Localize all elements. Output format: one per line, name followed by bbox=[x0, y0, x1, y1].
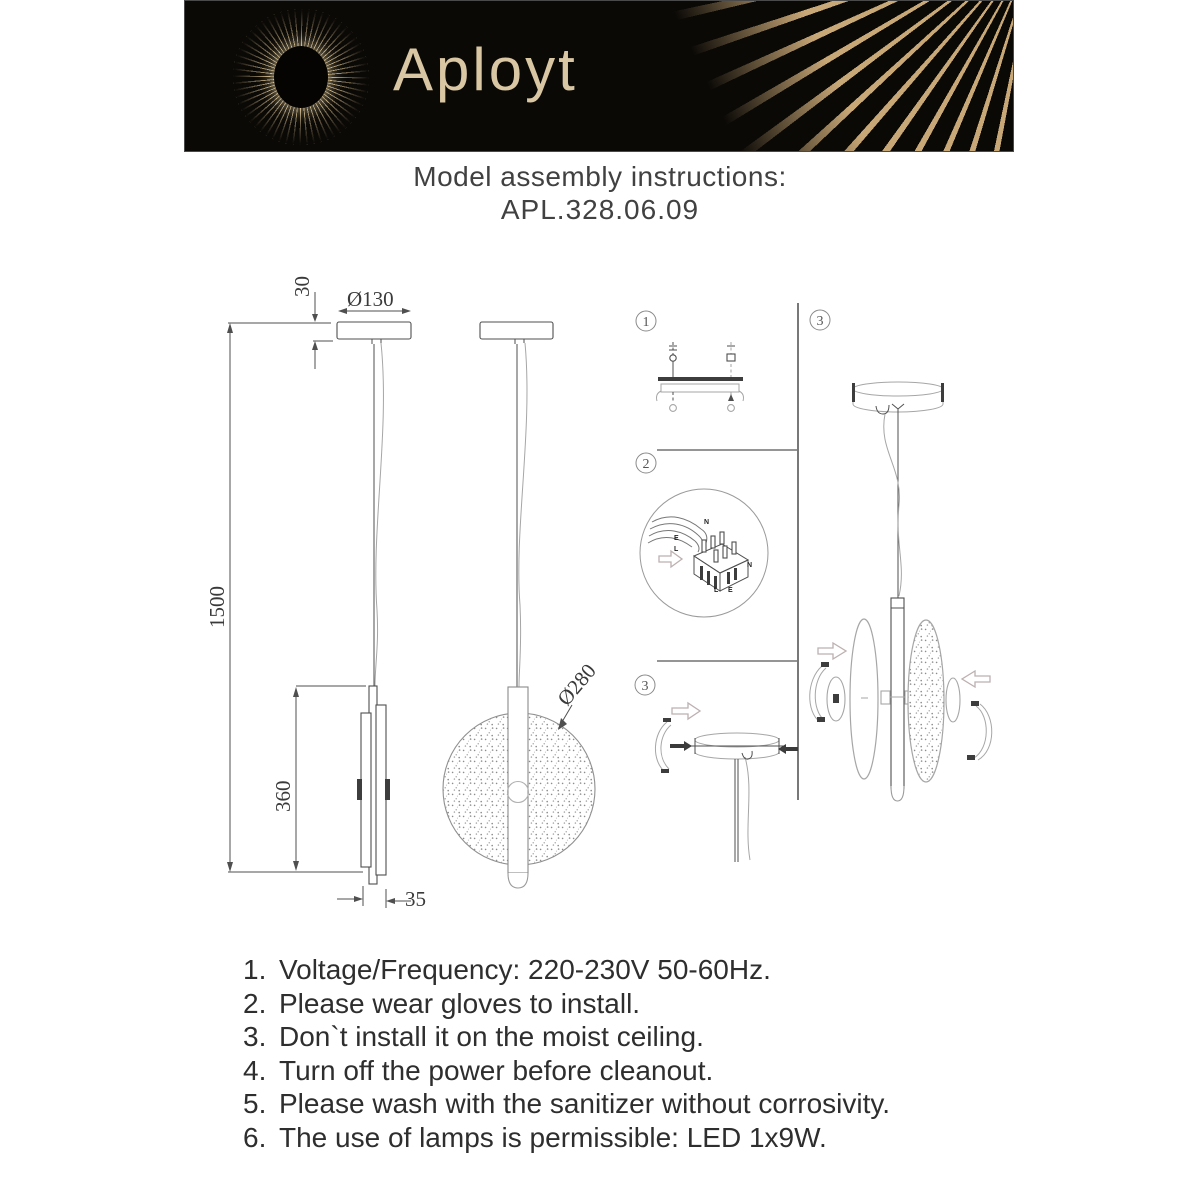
dimension-canopy-diameter: Ø130 bbox=[347, 287, 394, 311]
step-2-panel bbox=[636, 453, 768, 617]
brand-banner bbox=[184, 0, 1014, 152]
item-text: Please wash with the sanitizer without corrosivity. bbox=[279, 1088, 891, 1119]
list-item bbox=[0, 1054, 1200, 1088]
list-item bbox=[0, 1020, 1200, 1054]
dimension-overall-height: 1500 bbox=[205, 586, 229, 628]
dimension-fixture-thickness: 35 bbox=[405, 887, 426, 911]
wiring-magnifier-circle bbox=[640, 489, 768, 617]
item-text: Turn off the power before cleanout. bbox=[279, 1054, 714, 1086]
dimension-shade-diameter: Ø280 bbox=[552, 659, 601, 711]
label-n-right: N bbox=[747, 562, 753, 569]
label-e-left: E bbox=[674, 535, 679, 542]
item-text: Please wear gloves to install. bbox=[279, 987, 641, 1019]
list-item bbox=[0, 1087, 1200, 1121]
list-item bbox=[0, 1121, 1200, 1155]
item-text: Voltage/Frequency: 220-230V 50-60Hz. bbox=[279, 954, 771, 985]
brand-name: Aployt bbox=[393, 36, 578, 103]
item-number: 6. bbox=[243, 1121, 267, 1153]
item-number: 1. bbox=[243, 954, 267, 985]
dimension-fixture-height: 360 bbox=[271, 780, 295, 812]
side-view-drawing bbox=[205, 276, 426, 911]
label-l-bottom: L bbox=[714, 587, 719, 594]
decorative-rays-icon bbox=[673, 1, 1013, 151]
item-number: 5. bbox=[243, 1088, 267, 1119]
label-n-top: N bbox=[704, 519, 710, 526]
list-item bbox=[0, 953, 1200, 987]
model-number: APL.328.06.09 bbox=[500, 194, 700, 225]
assemble-right-arrow-icon bbox=[962, 671, 990, 687]
title-block bbox=[0, 160, 1200, 226]
step-3-panel bbox=[635, 675, 798, 862]
list-item bbox=[0, 987, 1200, 1021]
item-number: 3. bbox=[243, 1021, 267, 1052]
label-l-left: L bbox=[674, 546, 679, 553]
step-3-detail-panel bbox=[810, 310, 992, 801]
instruction-list bbox=[0, 953, 1200, 1154]
step-3-detail-number: 3 bbox=[816, 314, 824, 329]
slide-arrow-icon bbox=[672, 703, 700, 719]
sunburst-logo-icon bbox=[233, 9, 369, 145]
step-1-number: 1 bbox=[642, 315, 650, 330]
step-3-number: 3 bbox=[641, 679, 649, 694]
item-number: 4. bbox=[243, 1054, 267, 1086]
dimension-canopy-offset: 30 bbox=[290, 276, 314, 297]
page-title: Model assembly instructions: bbox=[413, 161, 787, 192]
item-text: Don`t install it on the moist ceiling. bbox=[279, 1021, 704, 1052]
item-text: The use of lamps is permissible: LED 1x9W. bbox=[279, 1121, 827, 1153]
front-view-drawing bbox=[443, 322, 601, 888]
label-e-bottom: E bbox=[728, 587, 733, 594]
item-number: 2. bbox=[243, 987, 267, 1019]
assemble-left-arrow-icon bbox=[818, 643, 846, 659]
assembly-diagram bbox=[0, 240, 1200, 950]
step-1-panel bbox=[636, 311, 744, 411]
step-2-number: 2 bbox=[642, 457, 650, 472]
